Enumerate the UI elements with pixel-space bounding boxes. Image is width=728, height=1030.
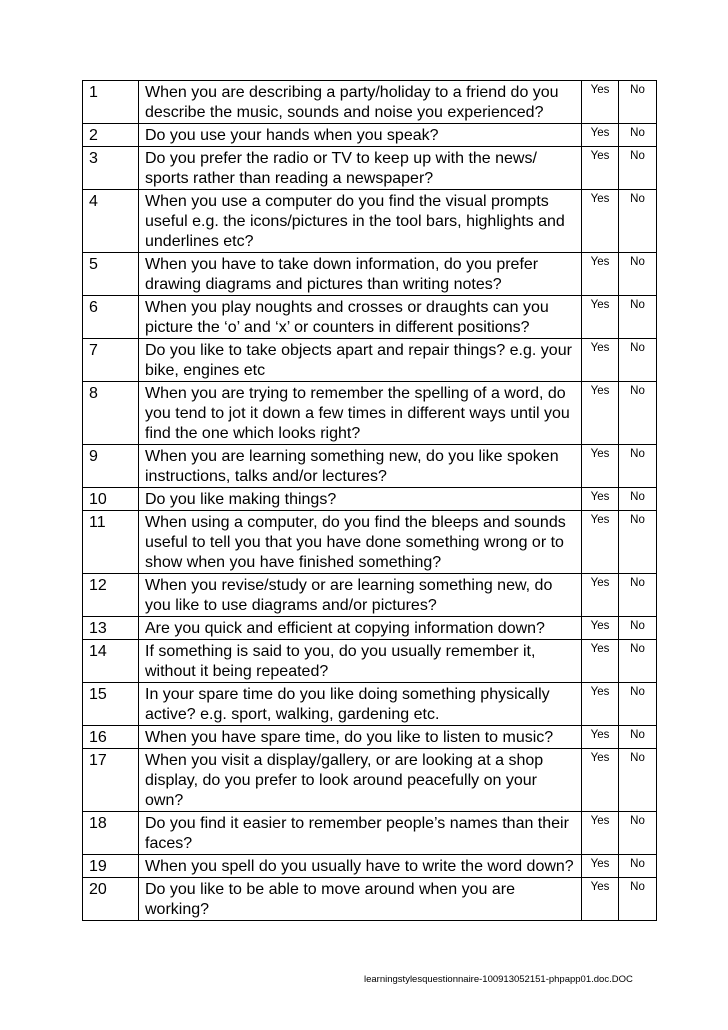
question-number: 9 — [83, 445, 139, 488]
question-row — [83, 382, 657, 445]
answer-no-option[interactable]: No — [619, 445, 657, 488]
question-number: 19 — [83, 855, 139, 878]
question-number: 2 — [83, 124, 139, 147]
question-row — [83, 124, 657, 147]
answer-no-option[interactable]: No — [619, 124, 657, 147]
answer-no-option[interactable]: No — [619, 812, 657, 855]
answer-yes-option[interactable]: Yes — [582, 640, 619, 683]
question-text: Do you like to take objects apart and repair things? e.g. your bike, engines etc — [139, 339, 582, 382]
answer-yes-option[interactable]: Yes — [582, 296, 619, 339]
question-text: Do you like to be able to move around when you are working? — [139, 878, 582, 921]
question-text: In your spare time do you like doing something physically active? e.g. sport, walking, gardening etc. — [139, 683, 582, 726]
answer-no-option[interactable]: No — [619, 190, 657, 253]
answer-yes-option[interactable]: Yes — [582, 812, 619, 855]
question-row — [83, 296, 657, 339]
question-text: If something is said to you, do you usually remember it, without it being repeated? — [139, 640, 582, 683]
question-row — [83, 812, 657, 855]
question-text: When you have to take down information, do you prefer drawing diagrams and pictures than writing notes? — [139, 253, 582, 296]
question-row — [83, 617, 657, 640]
question-text: Do you prefer the radio or TV to keep up with the news/ sports rather than reading a newspaper? — [139, 147, 582, 190]
question-number: 6 — [83, 296, 139, 339]
answer-no-option[interactable]: No — [619, 147, 657, 190]
questionnaire-table — [82, 80, 657, 921]
question-number: 12 — [83, 574, 139, 617]
answer-no-option[interactable]: No — [619, 855, 657, 878]
question-number: 7 — [83, 339, 139, 382]
question-row — [83, 855, 657, 878]
question-row — [83, 488, 657, 511]
answer-no-option[interactable]: No — [619, 683, 657, 726]
question-text: Are you quick and efficient at copying information down? — [139, 617, 582, 640]
questionnaire-body — [83, 81, 657, 921]
question-text: When you are learning something new, do you like spoken instructions, talks and/or lectures? — [139, 445, 582, 488]
question-row — [83, 683, 657, 726]
answer-yes-option[interactable]: Yes — [582, 253, 619, 296]
question-text: When you play noughts and crosses or draughts can you picture the ‘o’ and ‘x’ or counters in different positions? — [139, 296, 582, 339]
question-number: 5 — [83, 253, 139, 296]
question-row — [83, 749, 657, 812]
question-text: Do you use your hands when you speak? — [139, 124, 582, 147]
answer-yes-option[interactable]: Yes — [582, 339, 619, 382]
question-row — [83, 445, 657, 488]
question-number: 3 — [83, 147, 139, 190]
question-number: 13 — [83, 617, 139, 640]
question-number: 11 — [83, 511, 139, 574]
question-row — [83, 339, 657, 382]
answer-yes-option[interactable]: Yes — [582, 617, 619, 640]
answer-no-option[interactable]: No — [619, 574, 657, 617]
question-text: When you are describing a party/holiday to a friend do you describe the music, sounds and noise you experienced? — [139, 81, 582, 124]
question-row — [83, 81, 657, 124]
question-text: Do you like making things? — [139, 488, 582, 511]
question-row — [83, 878, 657, 921]
question-number: 14 — [83, 640, 139, 683]
footer-document-reference: learningstylesquestionnaire-100913052151-phpapp01.doc.DOC — [364, 974, 633, 985]
answer-yes-option[interactable]: Yes — [582, 147, 619, 190]
answer-yes-option[interactable]: Yes — [582, 81, 619, 124]
answer-no-option[interactable]: No — [619, 339, 657, 382]
answer-no-option[interactable]: No — [619, 253, 657, 296]
question-number: 4 — [83, 190, 139, 253]
answer-no-option[interactable]: No — [619, 81, 657, 124]
question-number: 10 — [83, 488, 139, 511]
answer-yes-option[interactable]: Yes — [582, 683, 619, 726]
answer-yes-option[interactable]: Yes — [582, 190, 619, 253]
question-text: When using a computer, do you find the bleeps and sounds useful to tell you that you have done something wrong or to show when you have finished something? — [139, 511, 582, 574]
answer-yes-option[interactable]: Yes — [582, 855, 619, 878]
question-text: Do you find it easier to remember people’s names than their faces? — [139, 812, 582, 855]
answer-no-option[interactable]: No — [619, 296, 657, 339]
question-number: 8 — [83, 382, 139, 445]
answer-no-option[interactable]: No — [619, 488, 657, 511]
question-number: 18 — [83, 812, 139, 855]
answer-yes-option[interactable]: Yes — [582, 726, 619, 749]
question-row — [83, 190, 657, 253]
answer-no-option[interactable]: No — [619, 878, 657, 921]
answer-yes-option[interactable]: Yes — [582, 878, 619, 921]
answer-yes-option[interactable]: Yes — [582, 749, 619, 812]
question-row — [83, 147, 657, 190]
question-text: When you use a computer do you find the visual prompts useful e.g. the icons/pictures in the tool bars, highlights and underlines etc? — [139, 190, 582, 253]
question-text: When you spell do you usually have to write the word down? — [139, 855, 582, 878]
question-number: 16 — [83, 726, 139, 749]
answer-yes-option[interactable]: Yes — [582, 124, 619, 147]
question-row — [83, 574, 657, 617]
answer-no-option[interactable]: No — [619, 382, 657, 445]
answer-no-option[interactable]: No — [619, 726, 657, 749]
question-number: 17 — [83, 749, 139, 812]
answer-yes-option[interactable]: Yes — [582, 511, 619, 574]
question-number: 15 — [83, 683, 139, 726]
answer-no-option[interactable]: No — [619, 640, 657, 683]
question-number: 20 — [83, 878, 139, 921]
question-text: When you have spare time, do you like to listen to music? — [139, 726, 582, 749]
answer-no-option[interactable]: No — [619, 511, 657, 574]
question-row — [83, 511, 657, 574]
answer-yes-option[interactable]: Yes — [582, 445, 619, 488]
question-row — [83, 726, 657, 749]
question-text: When you visit a display/gallery, or are looking at a shop display, do you prefer to look around peacefully on your own? — [139, 749, 582, 812]
answer-no-option[interactable]: No — [619, 617, 657, 640]
question-row — [83, 253, 657, 296]
answer-yes-option[interactable]: Yes — [582, 488, 619, 511]
question-row — [83, 640, 657, 683]
question-number: 1 — [83, 81, 139, 124]
answer-yes-option[interactable]: Yes — [582, 382, 619, 445]
question-text: When you revise/study or are learning something new, do you like to use diagrams and/or pictures? — [139, 574, 582, 617]
answer-yes-option[interactable]: Yes — [582, 574, 619, 617]
question-text: When you are trying to remember the spelling of a word, do you tend to jot it down a few times in different ways until you find the one which looks right? — [139, 382, 582, 445]
answer-no-option[interactable]: No — [619, 749, 657, 812]
